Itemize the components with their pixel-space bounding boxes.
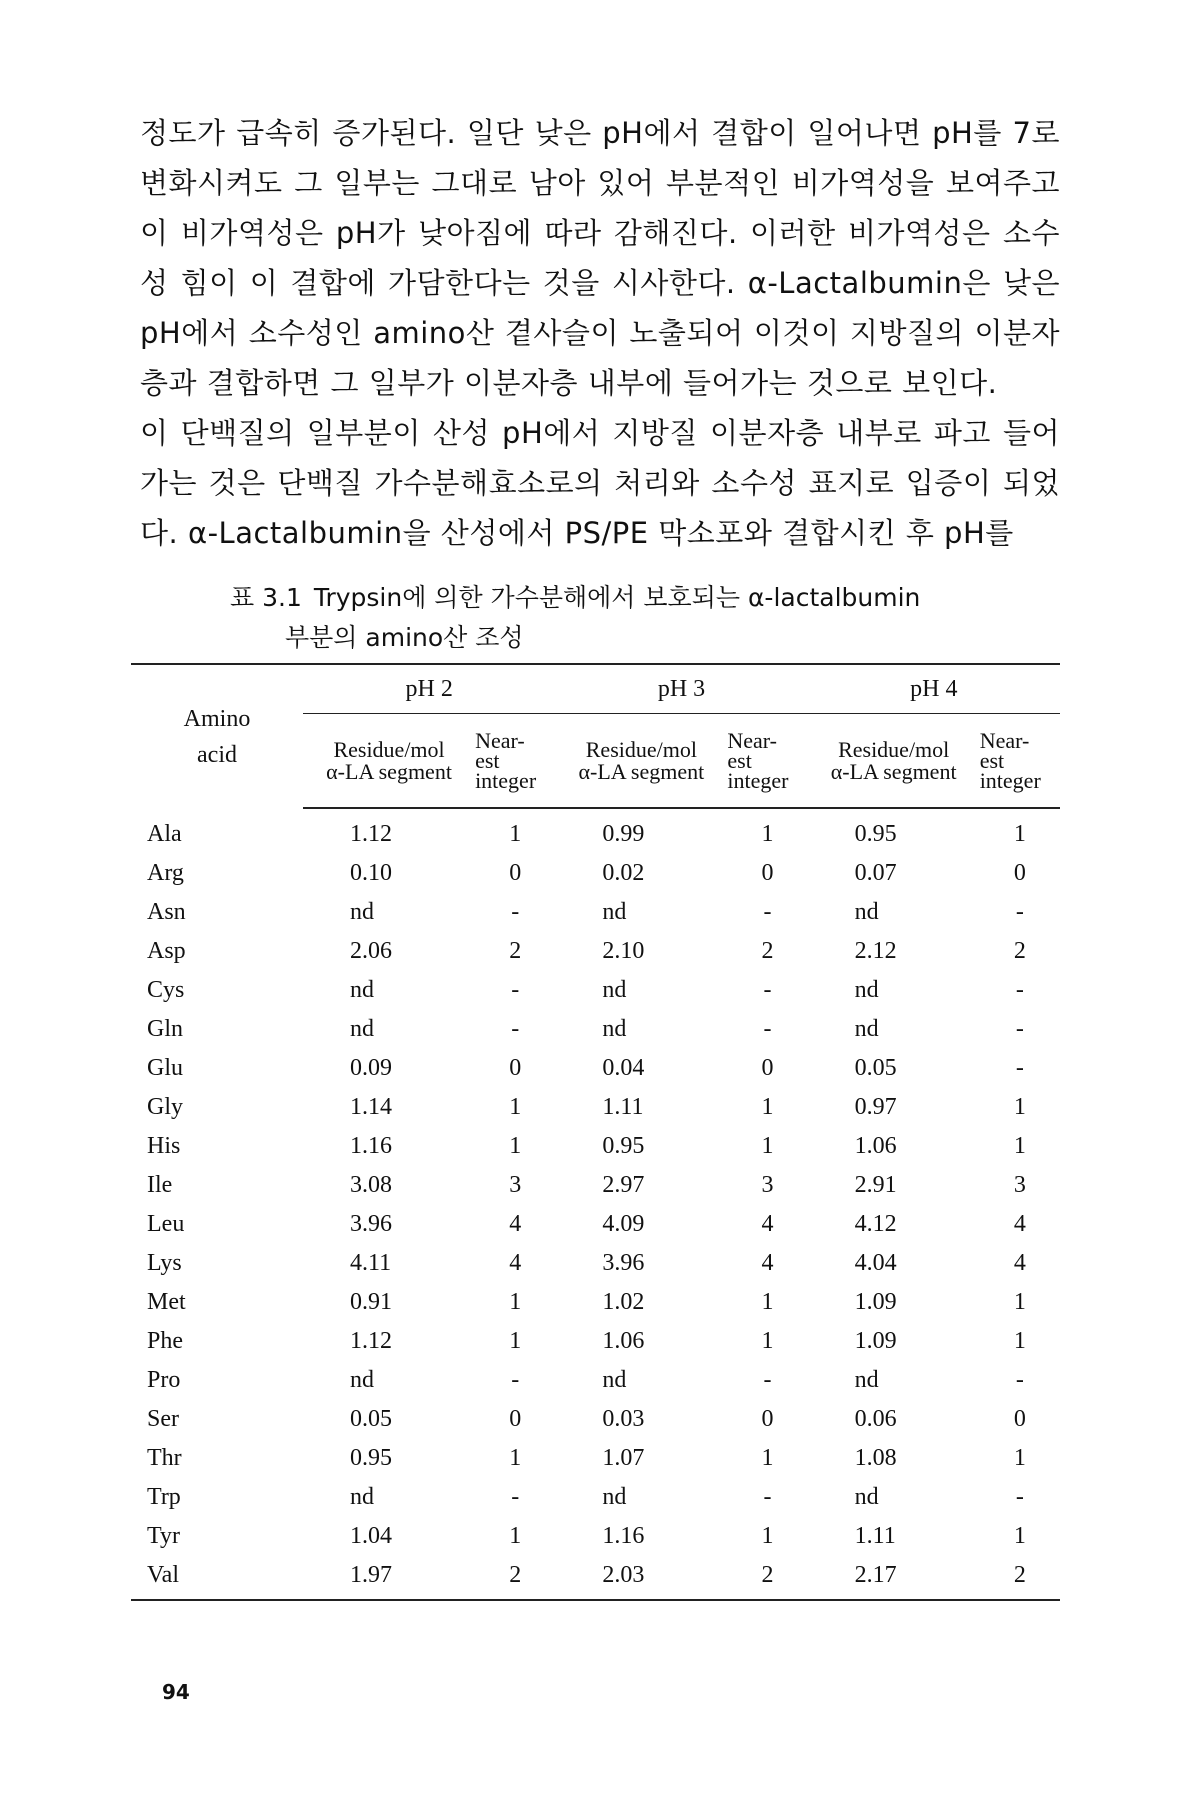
nearest-integer-ph4: -	[1015, 1484, 1024, 1510]
nearest-integer-ph3: 1	[761, 1445, 774, 1471]
residue-value-ph3: 1.11	[602, 1094, 644, 1120]
nearest-integer-ph2: 2	[475, 1556, 555, 1600]
residue-value-ph2: 1.12	[350, 821, 393, 847]
nearest-integer-ph4: 1	[1013, 1094, 1026, 1120]
nearest-integer-ph3: -	[763, 1367, 772, 1393]
amino-acid-name: Leu	[147, 1211, 185, 1237]
nearest-integer-header: Near- est integer	[727, 714, 807, 809]
amino-acid-name: Thr	[147, 1445, 182, 1471]
residue-value-ph3: 1.07	[602, 1445, 645, 1471]
nearest-integer-ph3: 4	[761, 1211, 774, 1237]
residue-value-ph4: 1.09	[854, 1289, 897, 1315]
residue-value-ph4: 0.95	[854, 821, 897, 847]
table-row	[131, 1517, 1060, 1556]
table-caption-label: 표 3.1	[230, 583, 302, 612]
nearest-integer-ph4: -	[1015, 977, 1024, 1003]
amino-header-line1: Amino	[183, 705, 251, 732]
nearest-integer-ph4: 1	[1013, 1328, 1026, 1354]
body-paragraph: 정도가 급속히 증가된다. 일단 낮은 pH에서 결합이 일어나면 pH를 7로 변화시켜도 그 일부는 그대로 남아 있어 부분적인 비가역성을 보여주고 이 비가역성은 pH가 낮아짐에 따라 감해진다. 이러한 비가역성은 소수성 힘이 이 결합에 가담한다는 것을 시사한다. α-Lactalbumin은 낮은 pH에서 소수성인 amino산 곁사슬이 노출되어 이것이 지방질의 이분자층과 결합하면 그 일부가 이분자층 내부에 들어가는 것으로 보인다. 이 단백질의 일부분이 산성 pH에서 지방질 이분자층 내부로 파고 들어가는 것은 단백질 가수분해효소로의 처리와 소수성 표지로 입증이 되었다. α-Lactalbumin을 산성에서 PS/PE 막소포와 결합시킨 후 pH를	[140, 116, 1060, 550]
residue-value-ph4: nd	[854, 899, 879, 925]
group-header-ph2: pH 2	[303, 664, 555, 714]
table-caption	[230, 578, 1030, 658]
nearest-integer-ph4: 0	[1013, 860, 1026, 886]
nearest-integer-ph3: 1	[761, 1133, 774, 1159]
residue-value-ph2: nd	[350, 977, 375, 1003]
residue-value-ph3: 2.10	[602, 938, 645, 964]
residue-value-ph3: nd	[602, 899, 627, 925]
residue-value-ph3: 2.03	[555, 1556, 727, 1600]
nearest-integer-ph4: -	[1015, 899, 1024, 925]
nearest-integer-ph2: -	[511, 977, 520, 1003]
amino-acid-name: Tyr	[147, 1523, 180, 1549]
residue-value-ph4: 1.11	[854, 1523, 896, 1549]
nearest-integer-ph4: 0	[1013, 1406, 1026, 1432]
nearest-integer-ph4: -	[1015, 1367, 1024, 1393]
nearest-integer-ph4: -	[1015, 1016, 1024, 1042]
residue-value-ph2: 3.08	[350, 1172, 393, 1198]
table-row	[131, 1166, 1060, 1205]
residue-value-ph2: 1.14	[350, 1094, 393, 1120]
table-row	[131, 1049, 1060, 1088]
group-header-ph4: pH 4	[808, 664, 1060, 714]
residue-value-ph4: nd	[854, 977, 879, 1003]
residue-value-ph4: 0.05	[854, 1055, 897, 1081]
residue-value-ph2: 0.05	[350, 1406, 393, 1432]
nearest-integer-ph3: 0	[761, 1055, 774, 1081]
nearest-integer-ph2: -	[511, 1367, 520, 1393]
nearest-integer-ph4: 3	[1013, 1172, 1026, 1198]
table-row	[131, 1244, 1060, 1283]
nearest-integer-ph4: 4	[1013, 1250, 1026, 1276]
amino-acid-name: Phe	[147, 1328, 183, 1354]
residue-value-ph2: 2.06	[350, 938, 393, 964]
residue-value-ph2: 0.09	[350, 1055, 393, 1081]
amino-acid-name: Ala	[147, 820, 182, 847]
residue-value-ph2: 4.11	[350, 1250, 392, 1276]
nearest-integer-ph2: 3	[509, 1172, 522, 1198]
residue-value-ph4: 0.97	[854, 1094, 897, 1120]
amino-acid-name: His	[147, 1133, 181, 1159]
residue-value-ph4: 0.06	[854, 1406, 897, 1432]
amino-acid-table-container	[131, 663, 1060, 1601]
nearest-integer-ph2: 1	[509, 1289, 522, 1315]
nearest-integer-ph3: -	[763, 1484, 772, 1510]
amino-acid-table	[131, 663, 1060, 1601]
table-row	[131, 1088, 1060, 1127]
residue-value-ph3: 3.96	[602, 1250, 645, 1276]
table-row	[131, 1322, 1060, 1361]
nearest-integer-ph2: 1	[509, 1094, 522, 1120]
nearest-integer-ph3: 1	[761, 1523, 774, 1549]
residue-value-ph3: 4.09	[602, 1211, 645, 1237]
table-caption-line1: Trypsin에 의한 가수분해에서 보호되는 α-lactalbumin	[313, 583, 921, 612]
nearest-integer-ph2: -	[511, 1016, 520, 1042]
residue-value-ph4: nd	[854, 1484, 879, 1510]
table-row	[131, 932, 1060, 971]
nearest-integer-ph4: 1	[1013, 1133, 1026, 1159]
residue-value-ph3: nd	[602, 1016, 627, 1042]
residue-value-ph2: 0.10	[350, 860, 393, 886]
nearest-integer-ph4: 2	[980, 1556, 1060, 1600]
residue-header: Residue/mol α-LA segment	[808, 714, 980, 809]
nearest-integer-ph3: 1	[761, 1289, 774, 1315]
residue-value-ph3: 1.06	[602, 1328, 645, 1354]
residue-value-ph2: 0.95	[350, 1445, 393, 1471]
amino-acid-name: Val	[131, 1556, 303, 1600]
nearest-integer-ph2: -	[511, 899, 520, 925]
table-row	[131, 1556, 1060, 1600]
residue-header: Residue/mol α-LA segment	[555, 714, 727, 809]
residue-value-ph3: nd	[602, 977, 627, 1003]
residue-value-ph3: nd	[602, 1484, 627, 1510]
table-row	[131, 854, 1060, 893]
residue-value-ph4: 2.91	[854, 1172, 897, 1198]
residue-value-ph4: 2.12	[854, 938, 897, 964]
nearest-integer-ph4: 1	[1013, 1445, 1026, 1471]
amino-acid-name: Ile	[147, 1172, 173, 1198]
amino-acid-name: Gly	[147, 1094, 183, 1120]
residue-value-ph3: 0.04	[602, 1055, 645, 1081]
nearest-integer-ph3: 2	[727, 1556, 807, 1600]
table-row	[131, 1400, 1060, 1439]
nearest-integer-ph2: 1	[509, 1445, 522, 1471]
amino-acid-name: Arg	[147, 860, 184, 886]
nearest-integer-ph2: 1	[509, 1523, 522, 1549]
nearest-integer-ph2: 1	[509, 1133, 522, 1159]
residue-value-ph4: nd	[854, 1016, 879, 1042]
nearest-integer-ph2: 0	[509, 1055, 522, 1081]
table-row	[131, 1205, 1060, 1244]
residue-value-ph2: 1.16	[350, 1133, 393, 1159]
table-body	[131, 808, 1060, 1600]
table-row	[131, 1010, 1060, 1049]
residue-value-ph4: 4.04	[854, 1250, 897, 1276]
amino-acid-name: Asn	[147, 899, 186, 925]
amino-acid-name: Trp	[147, 1484, 181, 1510]
table-row	[131, 971, 1060, 1010]
residue-value-ph2: 1.12	[350, 1328, 393, 1354]
page-number: 94	[162, 1680, 190, 1704]
nearest-integer-ph2: 0	[509, 860, 522, 886]
table-row	[131, 1127, 1060, 1166]
nearest-integer-ph4: 2	[1013, 938, 1026, 964]
residue-value-ph3: 0.99	[602, 821, 645, 847]
residue-value-ph4: 1.06	[854, 1133, 897, 1159]
residue-value-ph2: nd	[350, 899, 375, 925]
residue-value-ph3: 1.02	[602, 1289, 645, 1315]
table-header	[131, 664, 1060, 808]
residue-value-ph4: 1.08	[854, 1445, 897, 1471]
residue-value-ph2: 1.97	[303, 1556, 475, 1600]
table-row	[131, 1439, 1060, 1478]
amino-acid-header	[131, 664, 303, 808]
residue-value-ph4: 0.07	[854, 860, 897, 886]
group-header-ph3: pH 3	[555, 664, 807, 714]
nearest-integer-header: Near- est integer	[475, 714, 555, 809]
residue-value-ph2: 0.91	[350, 1289, 393, 1315]
amino-acid-name: Met	[147, 1289, 186, 1315]
table-caption-line2: 부분의 amino산 조성	[285, 623, 524, 652]
amino-acid-name: Lys	[147, 1250, 182, 1276]
residue-value-ph2: nd	[350, 1016, 375, 1042]
nearest-integer-ph3: 0	[761, 860, 774, 886]
residue-value-ph3: 1.16	[602, 1523, 645, 1549]
residue-value-ph2: 3.96	[350, 1211, 393, 1237]
nearest-integer-ph3: -	[763, 977, 772, 1003]
table-row	[131, 1478, 1060, 1517]
residue-value-ph3: 2.97	[602, 1172, 645, 1198]
nearest-integer-ph3: -	[763, 899, 772, 925]
nearest-integer-ph4: -	[1015, 1055, 1024, 1081]
residue-value-ph4: 4.12	[854, 1211, 897, 1237]
residue-value-ph3: 0.03	[602, 1406, 645, 1432]
nearest-integer-ph3: 3	[761, 1172, 774, 1198]
residue-value-ph2: nd	[350, 1367, 375, 1393]
nearest-integer-ph3: 1	[761, 1094, 774, 1120]
nearest-integer-ph4: 1	[1013, 821, 1026, 847]
amino-acid-name: Asp	[147, 938, 186, 964]
residue-value-ph4: nd	[854, 1367, 879, 1393]
amino-header-line2: acid	[197, 741, 237, 768]
amino-acid-name: Gln	[147, 1016, 183, 1042]
nearest-integer-ph3: -	[763, 1016, 772, 1042]
table-row	[131, 808, 1060, 854]
table-row	[131, 893, 1060, 932]
amino-acid-name: Cys	[147, 977, 185, 1003]
nearest-integer-ph4: 4	[1013, 1211, 1026, 1237]
nearest-integer-header: Near- est integer	[980, 714, 1060, 809]
table-row	[131, 1361, 1060, 1400]
nearest-integer-ph3: 4	[761, 1250, 774, 1276]
nearest-integer-ph3: 2	[761, 938, 774, 964]
nearest-integer-ph2: 1	[509, 821, 522, 847]
residue-value-ph3: 0.95	[602, 1133, 645, 1159]
nearest-integer-ph2: -	[511, 1484, 520, 1510]
table-row	[131, 1283, 1060, 1322]
nearest-integer-ph4: 1	[1013, 1523, 1026, 1549]
amino-acid-name: Glu	[147, 1055, 183, 1081]
nearest-integer-ph3: 1	[761, 821, 774, 847]
amino-acid-name: Ser	[147, 1406, 179, 1432]
residue-header: Residue/mol α-LA segment	[303, 714, 475, 809]
nearest-integer-ph2: 0	[509, 1406, 522, 1432]
residue-value-ph3: 0.02	[602, 860, 645, 886]
residue-value-ph2: nd	[350, 1484, 375, 1510]
amino-acid-name: Pro	[147, 1367, 181, 1393]
nearest-integer-ph2: 4	[509, 1211, 522, 1237]
nearest-integer-ph2: 1	[509, 1328, 522, 1354]
residue-value-ph3: nd	[602, 1367, 627, 1393]
residue-value-ph2: 1.04	[350, 1523, 393, 1549]
residue-value-ph4: 2.17	[808, 1556, 980, 1600]
nearest-integer-ph2: 2	[509, 938, 522, 964]
nearest-integer-ph4: 1	[1013, 1289, 1026, 1315]
nearest-integer-ph3: 1	[761, 1328, 774, 1354]
nearest-integer-ph2: 4	[509, 1250, 522, 1276]
residue-value-ph4: 1.09	[854, 1328, 897, 1354]
nearest-integer-ph3: 0	[761, 1406, 774, 1432]
